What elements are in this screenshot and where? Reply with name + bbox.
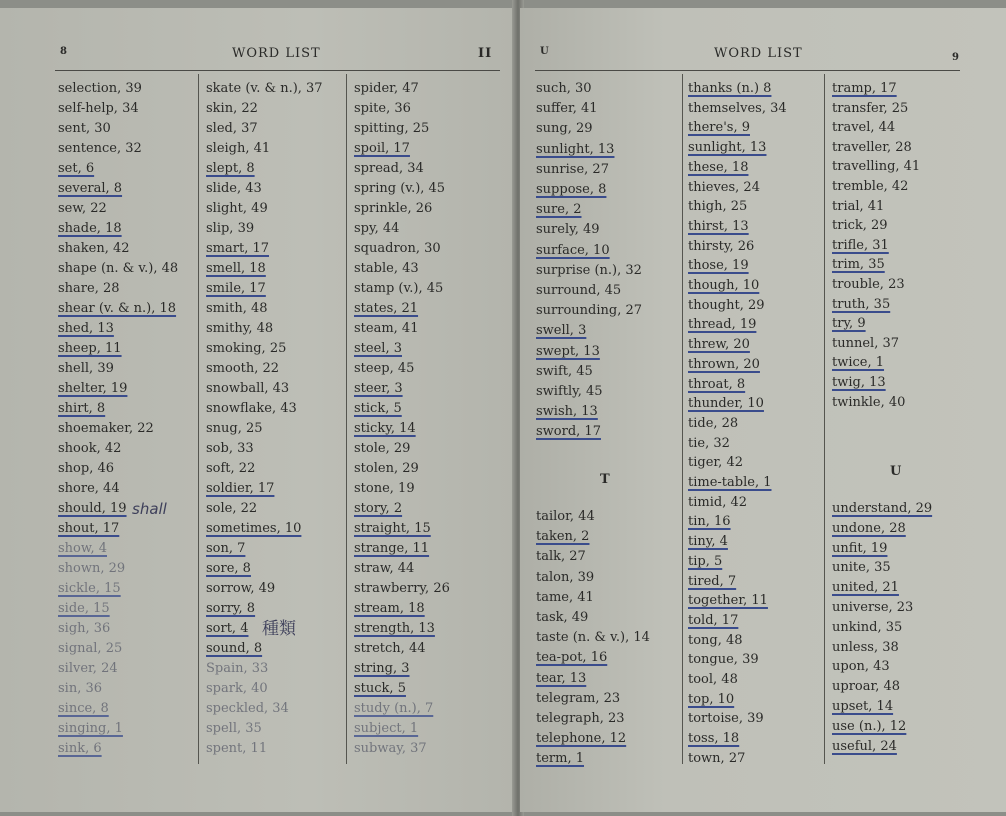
word-entry: try, 9 [832, 316, 866, 332]
word-entry: these, 18 [688, 159, 749, 175]
right-page-number: 9 [952, 52, 960, 63]
word-entry: sword, 17 [536, 424, 601, 440]
word-entry: travelling, 41 [832, 159, 921, 175]
word-entry: sorry, 8 [206, 601, 256, 616]
word-entry: selection, 39 [58, 81, 142, 96]
word-entry: twig, 13 [832, 375, 886, 390]
word-entry: such, 30 [536, 81, 592, 96]
word-entry: spark, 40 [206, 681, 268, 696]
column-divider [346, 74, 347, 764]
word-entry: steer, 3 [354, 381, 403, 396]
word-entry: spell, 35 [206, 721, 262, 736]
word-entry: spring (v.), 45 [354, 181, 446, 196]
word-entry: top, 10 [688, 691, 735, 707]
word-entry: speckled, 34 [206, 701, 289, 716]
word-entry: states, 21 [354, 301, 419, 316]
right-page-title: WORD LIST [714, 46, 803, 61]
word-entry: smile, 17 [206, 281, 266, 296]
word-entry: swept, 13 [536, 343, 600, 359]
word-entry: snowball, 43 [206, 381, 290, 396]
word-entry: uproar, 48 [832, 679, 901, 695]
word-entry: stole, 29 [354, 441, 411, 456]
word-entry: sunlight, 13 [688, 140, 767, 156]
word-entry: sleigh, 41 [206, 141, 271, 156]
word-entry: telephone, 12 [536, 731, 627, 747]
handwritten-cjk-note: 種類 [262, 619, 296, 639]
word-entry: tin, 16 [688, 514, 731, 530]
word-entry: thunder, 10 [688, 396, 764, 412]
word-entry: steep, 45 [354, 361, 415, 376]
word-entry: soft, 22 [206, 461, 256, 476]
word-entry: throat, 8 [688, 376, 746, 392]
word-entry: smooth, 22 [206, 361, 280, 376]
word-entry: sent, 30 [58, 121, 111, 136]
word-entry: tear, 13 [536, 670, 587, 686]
word-entry: trim, 35 [832, 257, 885, 273]
word-entry: spider, 47 [354, 81, 419, 96]
word-entry: understand, 29 [832, 501, 933, 516]
word-entry: tool, 48 [688, 672, 738, 687]
word-entry: stretch, 44 [354, 641, 426, 656]
word-entry: twinkle, 40 [832, 394, 906, 410]
word-entry: tortoise, 39 [688, 711, 764, 727]
word-entry: trick, 29 [832, 218, 888, 234]
word-entry: sometimes, 10 [206, 521, 302, 536]
word-entry: use (n.), 12 [832, 718, 907, 734]
word-entry: shape (n. & v.), 48 [58, 261, 179, 276]
word-entry: there's, 9 [688, 120, 750, 136]
word-entry: shirt, 8 [58, 401, 106, 416]
word-entry: thought, 29 [688, 297, 765, 313]
word-entry: spoil, 17 [354, 141, 410, 156]
word-entry: share, 28 [58, 281, 120, 296]
word-entry: several, 8 [58, 181, 123, 196]
word-entry: unless, 38 [832, 639, 899, 655]
word-entry: swift, 45 [536, 363, 593, 379]
word-entry: sheep, 11 [58, 341, 122, 356]
word-entry: stream, 18 [354, 601, 425, 616]
word-entry: straw, 44 [354, 561, 415, 576]
column-divider [198, 74, 199, 764]
word-entry: surface, 10 [536, 242, 610, 258]
word-entry: timid, 42 [688, 494, 747, 510]
word-entry: stuck, 5 [354, 681, 406, 696]
word-entry: talon, 39 [536, 569, 595, 585]
word-entry: sort, 4 [206, 621, 249, 636]
word-entry: shore, 44 [58, 481, 120, 496]
word-entry: smart, 17 [206, 241, 269, 256]
word-entry: unite, 35 [832, 560, 891, 576]
word-entry: shell, 39 [58, 361, 114, 376]
word-entry: sprinkle, 26 [354, 201, 433, 216]
word-entry: term, 1 [536, 751, 584, 767]
word-entry: tiger, 42 [688, 455, 743, 471]
word-entry: tong, 48 [688, 632, 743, 648]
word-entry: town, 27 [688, 750, 746, 766]
column-divider [824, 74, 825, 764]
section-letter-u: U [890, 464, 902, 479]
word-entry: tired, 7 [688, 573, 737, 589]
word-entry: tremble, 42 [832, 179, 909, 194]
word-entry: spread, 34 [354, 161, 424, 176]
word-entry: sticky, 14 [354, 421, 416, 436]
word-entry: slip, 39 [206, 221, 255, 236]
word-entry: taken, 2 [536, 529, 590, 545]
word-entry: shout, 17 [58, 521, 120, 536]
word-entry: skate (v. & n.), 37 [206, 81, 323, 96]
left-page-marker: II [478, 46, 493, 61]
word-entry: tailor, 44 [536, 509, 595, 524]
word-entry: told, 17 [688, 612, 739, 628]
word-entry: slight, 49 [206, 201, 268, 216]
word-entry: thrown, 20 [688, 356, 760, 372]
word-entry: spy, 44 [354, 221, 400, 236]
word-entry: sigh, 36 [58, 621, 111, 636]
header-rule [535, 70, 960, 71]
word-entry: sunrise, 27 [536, 161, 609, 177]
word-entry: stick, 5 [354, 401, 402, 416]
word-entry: twice, 1 [832, 355, 885, 371]
word-entry: sunlight, 13 [536, 141, 615, 157]
word-entry: shoemaker, 22 [58, 421, 154, 436]
word-entry: skin, 22 [206, 101, 258, 116]
word-entry: upset, 14 [832, 699, 894, 714]
word-entry: spent, 11 [206, 741, 268, 756]
word-entry: suppose, 8 [536, 182, 607, 197]
word-entry: string, 3 [354, 661, 410, 676]
word-entry: sore, 8 [206, 561, 251, 576]
word-entry: thieves, 24 [688, 179, 760, 195]
word-entry: signal, 25 [58, 641, 123, 656]
word-entry: traveller, 28 [832, 139, 912, 155]
word-entry: Spain, 33 [206, 661, 269, 676]
word-entry: subway, 37 [354, 741, 427, 756]
word-entry: strength, 13 [354, 621, 435, 636]
word-entry: together, 11 [688, 593, 768, 609]
word-entry: though, 10 [688, 278, 760, 293]
word-entry: strange, 11 [354, 541, 430, 556]
word-entry: steam, 41 [354, 321, 419, 336]
word-entry: sled, 37 [206, 121, 258, 136]
word-entry: snug, 25 [206, 421, 263, 436]
word-entry: surrounding, 27 [536, 303, 643, 319]
word-entry: snowflake, 43 [206, 401, 297, 416]
section-letter-t: T [600, 472, 610, 487]
word-entry: travel, 44 [832, 120, 896, 136]
word-entry: steel, 3 [354, 341, 402, 356]
word-entry: shown, 29 [58, 561, 126, 576]
word-entry: sob, 33 [206, 441, 254, 456]
word-entry: swish, 13 [536, 404, 598, 420]
word-entry: surely, 49 [536, 222, 600, 238]
word-entry: thirst, 13 [688, 218, 749, 234]
word-entry: sung, 29 [536, 121, 593, 137]
word-entry: swell, 3 [536, 323, 587, 339]
word-entry: those, 19 [688, 258, 749, 274]
word-entry: unkind, 35 [832, 619, 903, 635]
word-entry: telegraph, 23 [536, 711, 625, 726]
word-entry: thread, 19 [688, 317, 757, 333]
word-entry: thirsty, 26 [688, 238, 755, 254]
word-entry: story, 2 [354, 501, 403, 516]
word-entry: trouble, 23 [832, 277, 905, 292]
word-entry: sin, 36 [58, 681, 103, 696]
word-entry: smell, 18 [206, 261, 266, 276]
left-page-number: 8 [60, 46, 68, 57]
word-entry: tiny, 4 [688, 534, 728, 550]
word-entry: set, 6 [58, 161, 95, 176]
word-entry: transfer, 25 [832, 100, 909, 116]
word-entry: trial, 41 [832, 198, 885, 214]
word-entry: sew, 22 [58, 201, 107, 216]
left-page-title: WORD LIST [232, 46, 321, 61]
word-entry: suffer, 41 [536, 101, 598, 117]
word-entry: sure, 2 [536, 202, 582, 218]
word-entry: son, 7 [206, 541, 246, 556]
word-entry: smithy, 48 [206, 321, 274, 336]
word-entry: slide, 43 [206, 181, 262, 196]
right-page-marker: U [540, 46, 550, 57]
word-entry: spitting, 25 [354, 121, 430, 136]
word-entry: taste (n. & v.), 14 [536, 630, 650, 646]
word-entry: singing, 1 [58, 721, 123, 736]
word-entry: tramp, 17 [832, 81, 897, 96]
word-entry: should, 19 [58, 501, 127, 516]
word-entry: surround, 45 [536, 283, 622, 298]
word-entry: threw, 20 [688, 337, 750, 353]
word-entry: shade, 18 [58, 221, 122, 236]
word-entry: stone, 19 [354, 481, 415, 496]
word-entry: straight, 15 [354, 521, 431, 536]
word-entry: thanks (n.) 8 [688, 81, 772, 96]
word-entry: since, 8 [58, 701, 109, 716]
word-entry: tie, 32 [688, 435, 730, 451]
left-page [0, 8, 516, 812]
word-entry: smoking, 25 [206, 341, 287, 356]
word-entry: surprise (n.), 32 [536, 262, 642, 278]
word-entry: side, 15 [58, 601, 110, 616]
word-entry: sound, 8 [206, 641, 263, 656]
word-entry: sentence, 32 [58, 141, 142, 156]
word-entry: talk, 27 [536, 549, 586, 565]
word-entry: subject, 1 [354, 721, 419, 736]
word-entry: swiftly, 45 [536, 384, 603, 399]
word-entry: stable, 43 [354, 261, 419, 276]
word-entry: tongue, 39 [688, 652, 759, 668]
word-entry: useful, 24 [832, 738, 897, 754]
header-rule [55, 70, 500, 71]
word-entry: self-help, 34 [58, 101, 139, 116]
word-entry: squadron, 30 [354, 241, 441, 256]
word-entry: strawberry, 26 [354, 581, 450, 596]
word-entry: silver, 24 [58, 661, 118, 676]
word-entry: unfit, 19 [832, 540, 888, 556]
word-entry: sorrow, 49 [206, 581, 276, 596]
word-entry: tide, 28 [688, 415, 739, 431]
word-entry: sickle, 15 [58, 581, 121, 596]
word-entry: sink, 6 [58, 741, 102, 756]
word-entry: spite, 36 [354, 101, 411, 116]
word-entry: slept, 8 [206, 161, 255, 176]
word-entry: shelter, 19 [58, 381, 128, 396]
word-entry: trifle, 31 [832, 237, 889, 253]
word-entry: show, 4 [58, 541, 107, 556]
word-entry: tea-pot, 16 [536, 650, 608, 666]
word-entry: thigh, 25 [688, 199, 748, 215]
word-entry: study (n.), 7 [354, 701, 434, 716]
word-entry: themselves, 34 [688, 100, 787, 116]
word-entry: stamp (v.), 45 [354, 281, 444, 296]
word-entry: universe, 23 [832, 600, 914, 615]
word-entry: truth, 35 [832, 296, 891, 312]
word-entry: shear (v. & n.), 18 [58, 301, 177, 316]
word-entry: tame, 41 [536, 589, 594, 605]
word-entry: tip, 5 [688, 553, 723, 569]
handwritten-note: shall [132, 500, 167, 518]
word-entry: soldier, 17 [206, 481, 275, 496]
word-entry: task, 49 [536, 610, 589, 625]
word-entry: shook, 42 [58, 441, 122, 456]
word-entry: tunnel, 37 [832, 335, 899, 351]
word-entry: sole, 22 [206, 501, 258, 516]
word-entry: shaken, 42 [58, 241, 130, 256]
right-page [520, 8, 1006, 812]
word-entry: smith, 48 [206, 301, 268, 316]
word-entry: shed, 13 [58, 321, 114, 336]
word-entry: toss, 18 [688, 731, 740, 747]
word-entry: shop, 46 [58, 461, 114, 476]
word-entry: stolen, 29 [354, 461, 419, 476]
word-entry: upon, 43 [832, 659, 890, 675]
column-divider [682, 74, 683, 764]
word-entry: telegram, 23 [536, 690, 621, 706]
word-entry: time-table, 1 [688, 475, 772, 490]
word-entry: undone, 28 [832, 520, 906, 536]
word-entry: united, 21 [832, 580, 899, 596]
